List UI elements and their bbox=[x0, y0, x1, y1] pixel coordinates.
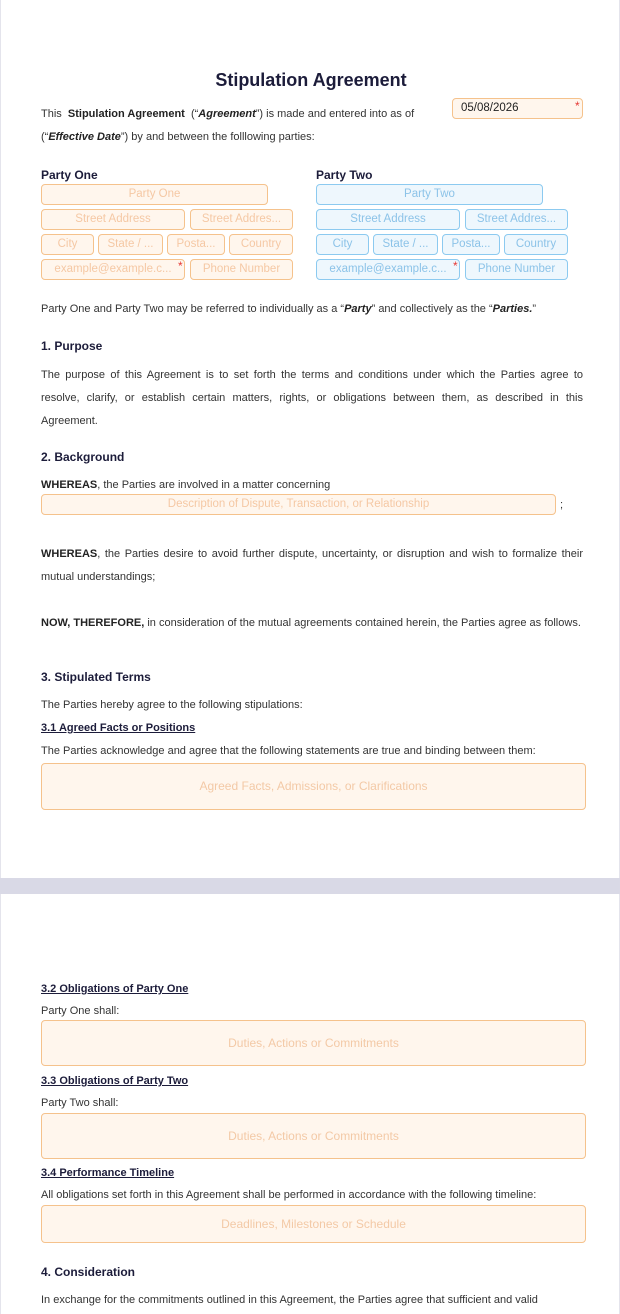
party-one-state-input[interactable]: State / ... bbox=[98, 234, 163, 255]
party-two-city-input[interactable]: City bbox=[316, 234, 369, 255]
required-mark: * bbox=[575, 99, 580, 113]
whereas-1-text: WHEREAS, the Parties are involved in a matter concerning bbox=[41, 479, 331, 491]
section-2-heading: 2. Background bbox=[41, 450, 125, 464]
party-one-street-input[interactable]: Street Address bbox=[41, 209, 185, 230]
party-one-street2-input[interactable]: Street Addres... bbox=[190, 209, 293, 230]
party-two-street2-input[interactable]: Street Addres... bbox=[465, 209, 568, 230]
performance-timeline-input[interactable]: Deadlines, Milestones or Schedule bbox=[41, 1205, 586, 1243]
document-page-2 bbox=[0, 894, 620, 1314]
section-3-4-text: All obligations set forth in this Agreement shall be performed in accordance with the following timeline: bbox=[41, 1189, 537, 1201]
party-one-city-input[interactable]: City bbox=[41, 234, 94, 255]
party-two-postal-input[interactable]: Posta... bbox=[442, 234, 500, 255]
section-4-text: In exchange for the commitments outlined in this Agreement, the Parties agree that sufficient and valid bbox=[41, 1294, 538, 1306]
party-one-heading: Party One bbox=[41, 168, 98, 182]
intro-line-2: (“Effective Date”) by and between the folllowing parties: bbox=[41, 131, 315, 143]
party-one-postal-input[interactable]: Posta... bbox=[167, 234, 225, 255]
party-two-phone-input[interactable]: Phone Number bbox=[465, 259, 568, 280]
party-two-street-input[interactable]: Street Address bbox=[316, 209, 460, 230]
section-3-2-heading: 3.2 Obligations of Party One bbox=[41, 983, 189, 995]
party-one-email-input[interactable]: example@example.c... bbox=[41, 259, 185, 280]
effective-date-field[interactable]: 05/08/2026 bbox=[452, 98, 583, 119]
party-two-heading: Party Two bbox=[316, 168, 373, 182]
party-one-phone-input[interactable]: Phone Number bbox=[190, 259, 293, 280]
party-one-obligations-input[interactable]: Duties, Actions or Commitments bbox=[41, 1020, 586, 1066]
section-1-heading: 1. Purpose bbox=[41, 339, 103, 353]
party-two-name-input[interactable]: Party Two bbox=[316, 184, 543, 205]
party-one-name-input[interactable]: Party One bbox=[41, 184, 268, 205]
now-therefore-text: NOW, THEREFORE, in consideration of the mutual agreements contained herein, the Parties agree as follows. bbox=[41, 617, 581, 629]
section-4-heading: 4. Consideration bbox=[41, 1265, 136, 1279]
party-one-country-input[interactable]: Country bbox=[229, 234, 293, 255]
section-3-3-text: Party Two shall: bbox=[41, 1097, 119, 1109]
party-two-email-input[interactable]: example@example.c... bbox=[316, 259, 460, 280]
required-mark: * bbox=[453, 259, 458, 273]
party-two-obligations-input[interactable]: Duties, Actions or Commitments bbox=[41, 1113, 586, 1159]
section-3-1-heading: 3.1 Agreed Facts or Positions bbox=[41, 722, 196, 734]
section-1-text: The purpose of this Agreement is to set forth the terms and conditions under which the Parties agree to resolve, clarify, or establish certain matters, rights, or obligations between them, as described in this Agreement. bbox=[41, 369, 583, 427]
party-two-country-input[interactable]: Country bbox=[504, 234, 568, 255]
whereas-2-text: WHEREAS, the Parties desire to avoid further dispute, uncertainty, or disruption and wish to formalize their mutual understandings; bbox=[41, 548, 583, 583]
intro-line-1: This Stipulation Agreement (“Agreement”) is made and entered into as of bbox=[41, 108, 415, 120]
section-3-1-text: The Parties acknowledge and agree that the following statements are true and binding between them: bbox=[41, 745, 536, 757]
section-3-4-heading: 3.4 Performance Timeline bbox=[41, 1167, 175, 1179]
section-3-3-heading: 3.3 Obligations of Party Two bbox=[41, 1075, 189, 1087]
party-two-state-input[interactable]: State / ... bbox=[373, 234, 438, 255]
dispute-description-input[interactable]: Description of Dispute, Transaction, or Relationship bbox=[41, 494, 556, 515]
agreed-facts-input[interactable]: Agreed Facts, Admissions, or Clarifications bbox=[41, 763, 586, 810]
section-3-2-text: Party One shall: bbox=[41, 1005, 120, 1017]
required-mark: * bbox=[178, 259, 183, 273]
page-title: Stipulation Agreement bbox=[215, 70, 407, 90]
section-3-heading: 3. Stipulated Terms bbox=[41, 670, 151, 684]
page-separator bbox=[0, 878, 620, 894]
parties-definition-text: Party One and Party Two may be referred to individually as a “Party” and collectively as the “Parties.” bbox=[41, 303, 537, 315]
semicolon: ; bbox=[560, 499, 564, 511]
section-3-intro: The Parties hereby agree to the following stipulations: bbox=[41, 699, 303, 711]
